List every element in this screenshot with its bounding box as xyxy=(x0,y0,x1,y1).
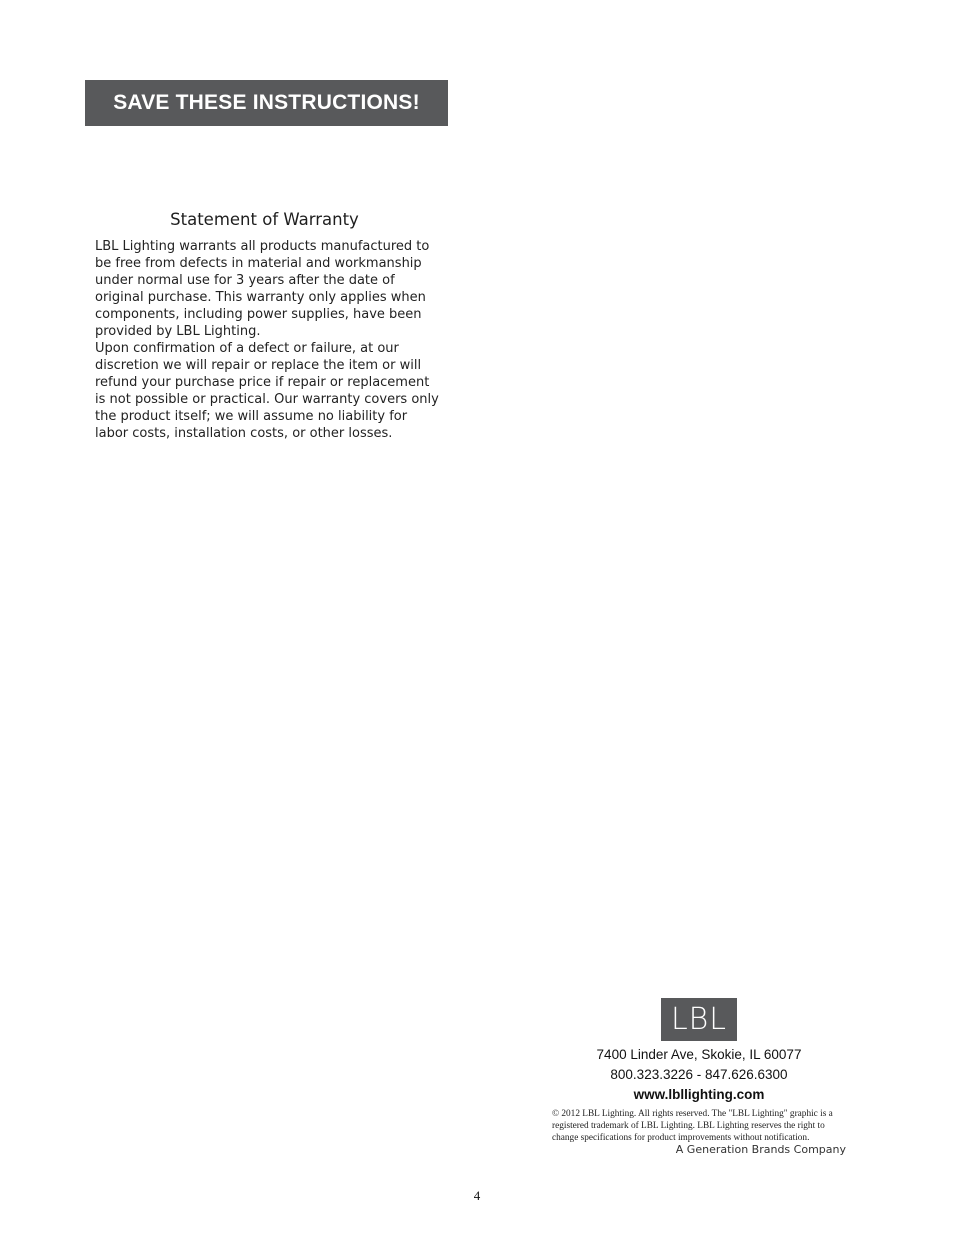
warranty-paragraph: Upon confirmation of a defect or failure, at our discretion we will repair or replace the item or will refund your purchase price if repair or replacement is not possible or practical. Our warranty covers only the product itself; we will assume no liability for labor costs, installation costs, or other losses. xyxy=(95,341,439,441)
warranty-section xyxy=(95,210,440,442)
company-website: www.lbllighting.com xyxy=(633,1087,765,1102)
page-number: 4 xyxy=(473,1188,481,1203)
warranty-title: Statement of Warranty xyxy=(170,210,359,229)
warranty-paragraph: LBL Lighting warrants all products manufactured to be free from defects in material and workmanship under normal use for 3 years after the date of original purchase. This warranty only applies when components, including power supplies, have been provided by LBL Lighting. xyxy=(95,239,430,339)
company-address: 7400 Linder Ave, Skokie, IL 60077 xyxy=(596,1047,802,1062)
company-footer xyxy=(552,998,846,1156)
save-instructions-banner: SAVE THESE INSTRUCTIONS! xyxy=(85,80,448,126)
copyright-notice: © 2012 LBL Lighting. All rights reserved. The "LBL Lighting" graphic is a registered trademark of LBL Lighting. LBL Lighting reserves the right to change specifications for product improvements without notification. xyxy=(552,1109,833,1143)
lbl-logo: LBL xyxy=(661,998,737,1041)
company-phone: 800.323.3226 - 847.626.6300 xyxy=(610,1067,788,1082)
parent-company: A Generation Brands Company xyxy=(675,1143,846,1156)
